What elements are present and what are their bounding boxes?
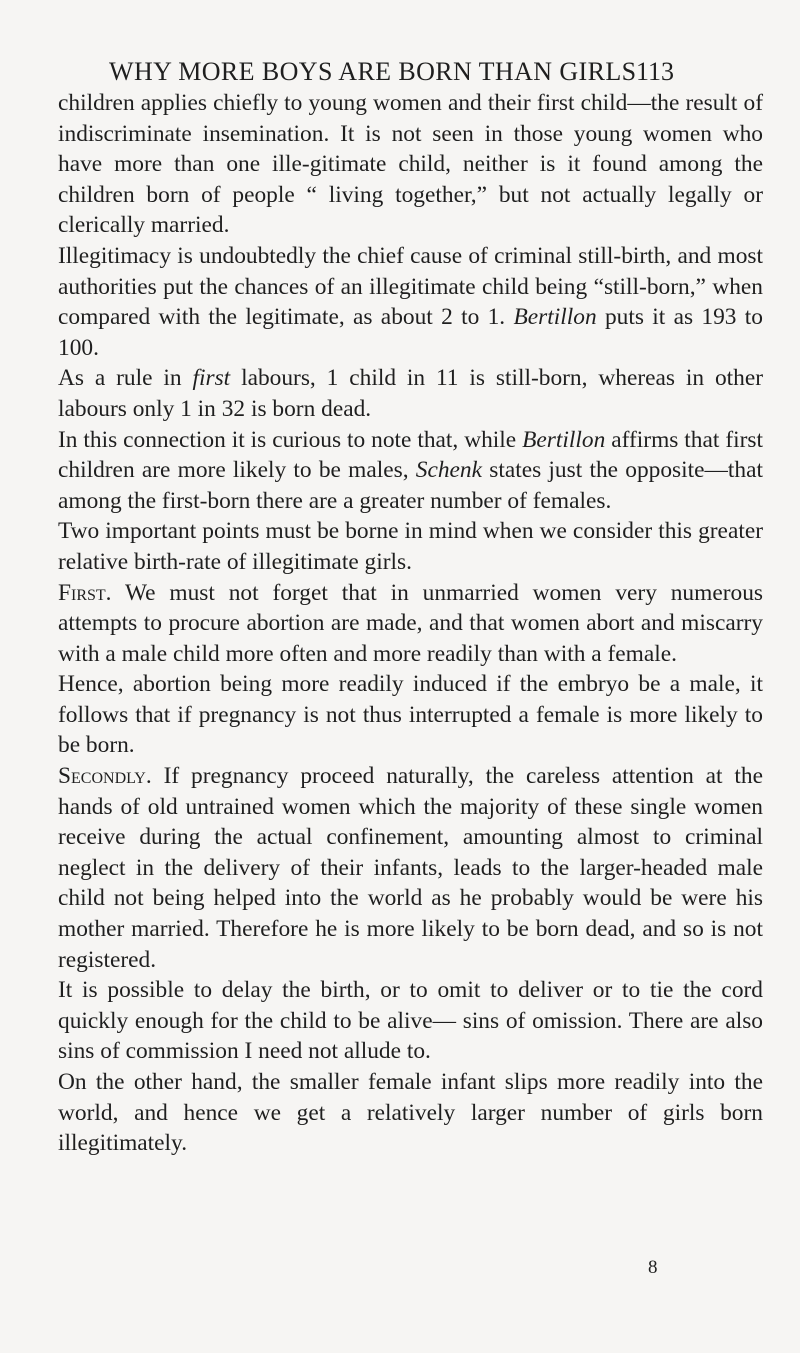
paragraph-3-text-a: As a rule in: [58, 365, 193, 392]
paragraph-10-text: On the other hand, the smaller female infant slips more readily into the world, and hence we get a relatively larger number of girls born illegitimately.: [58, 1069, 763, 1157]
paragraph-8-text: If pregnancy proceed naturally, the careless attention at the hands of old untrained women which the majority of these single women receive during the actual confinement, amounting almost to criminal neglect in the delivery of their infants, leads to the larger-headed male child not being helped into the world as he probably would be were his mother married. Therefore he is more likely to be born dead, and so is not registered.: [58, 763, 763, 973]
paragraph-5: [58, 516, 763, 577]
paragraph-9: [58, 975, 763, 1067]
paragraph-8: [58, 761, 763, 975]
paragraph-7: [58, 669, 763, 761]
paragraph-9-text: It is possible to delay the birth, or to omit to deliver or to tie the cord quickly enough for the child to be alive— sins of omission. There are also sins of commission I need not allude to.: [58, 977, 763, 1065]
paragraph-7-text: Hence, abortion being more readily induced if the embryo be a male, it follows that if pregnancy is not thus interrupted a female is more likely to be born.: [58, 671, 763, 759]
paragraph-4-text-b: affirms that first children are more likely to be males,: [58, 426, 763, 484]
running-title: WHY MORE BOYS ARE BORN THAN GIRLS: [109, 57, 637, 86]
paragraph-2: [58, 241, 763, 363]
page-number: 113: [636, 57, 675, 86]
body-text: [58, 88, 763, 1159]
paragraph-3-text-b: labours, 1 child in 11 is still-born, whereas in other labours only 1 in 32 is born dead.: [58, 365, 763, 422]
paragraph-3: [58, 363, 763, 424]
paragraph-2-text: Illegitimacy is undoubtedly the chief cause of criminal still-birth, and most authorities put the chances of an illegitimate child being “still-born,” when compared with the legitimate, as about 2 to 1.: [58, 242, 763, 331]
bertillon-name: Bertillon: [513, 304, 597, 331]
bertillon-name-2: Bertillon: [522, 426, 606, 453]
paragraph-4: [58, 425, 763, 517]
first-lead: First.: [58, 579, 112, 606]
paragraph-1-text: children applies chiefly to young women and their first child—the result of indiscriminate insemination. It is not seen in those young women who have more than one ille-gitimate child, neither is it found among the children born of people “ living together,” but not actually legally or clerically married.: [58, 90, 763, 239]
paragraph-4-text-a: In this connection it is curious to note that, while: [58, 426, 523, 453]
schenk-name: Schenk: [415, 457, 483, 484]
paragraph-10: [58, 1067, 763, 1159]
paragraph-6: [58, 578, 763, 670]
paragraph-1: [58, 88, 763, 241]
running-head: [0, 52, 800, 92]
paragraph-6-text: We must not forget that in unmarried women very numerous attempts to procure abortion are made, and that women abort and miscarry with a male child more often and more readily than with a female.: [58, 579, 763, 667]
paragraph-2-ratio-text: puts it as 193 to 100.: [58, 304, 764, 361]
secondly-lead: Secondly.: [58, 763, 152, 790]
first-italic: first: [192, 365, 231, 392]
paragraph-5-text: Two important points must be borne in mind when we consider this greater relative birth-rate of illegitimate girls.: [58, 518, 763, 575]
signature-number: 8: [648, 1257, 658, 1278]
paragraph-4-text-c: states just the opposite—that among the first-born there are a greater number of females.: [58, 457, 763, 514]
